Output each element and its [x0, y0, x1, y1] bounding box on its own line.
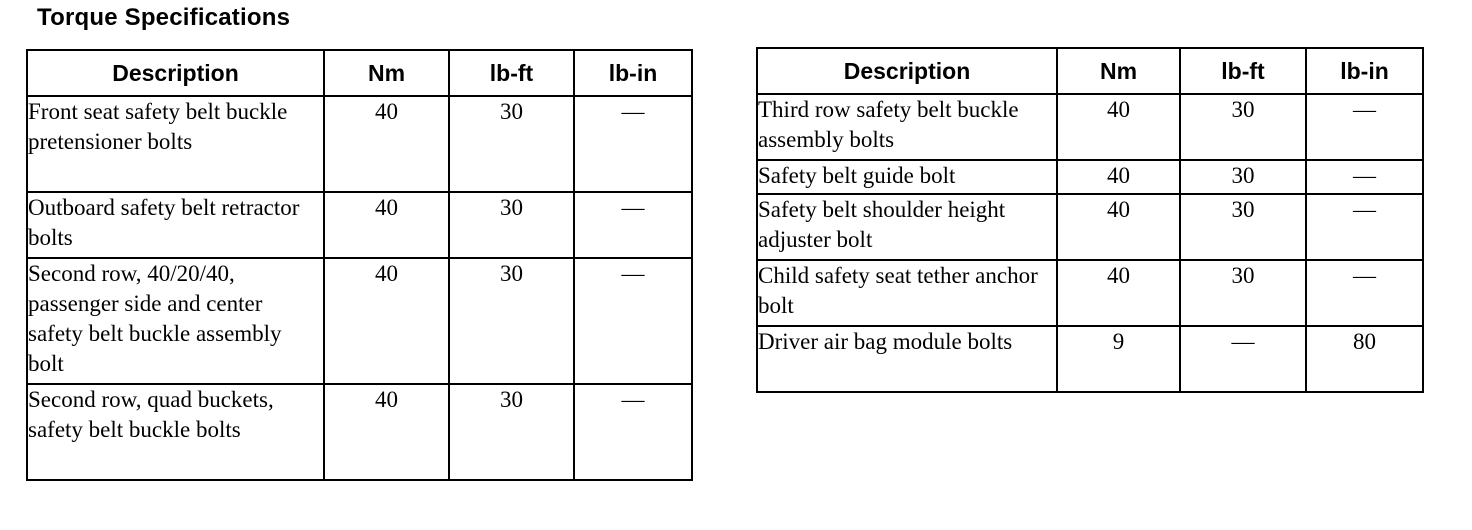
row-nm: 9 [1057, 326, 1180, 392]
torque-table-left [26, 49, 693, 481]
table-row [27, 384, 692, 480]
table-row [757, 94, 1423, 160]
row-description: Third row safety belt buckle assembly bolts [757, 94, 1057, 160]
torque-table-right [756, 47, 1424, 393]
row-nm: 40 [1057, 260, 1180, 326]
row-lbft: — [1180, 326, 1306, 392]
page-title: Torque Specifications [37, 4, 291, 31]
row-lbft: 30 [1180, 260, 1306, 326]
header-lbft: lb-ft [1180, 48, 1306, 94]
row-nm: 40 [324, 192, 449, 258]
row-lbin: — [574, 384, 692, 480]
header-lbin: lb-in [1306, 48, 1423, 94]
row-lbft: 30 [1180, 194, 1306, 260]
row-lbin: — [1306, 260, 1423, 326]
table-row [757, 160, 1423, 194]
header-lbft: lb-ft [449, 50, 574, 96]
table-header-row [757, 48, 1423, 94]
header-lbin: lb-in [574, 50, 692, 96]
header-description: Description [757, 48, 1057, 94]
row-description: Child safety seat tether anchor bolt [757, 260, 1057, 326]
row-description: Safety belt guide bolt [757, 160, 1057, 194]
table-header-row [27, 50, 692, 96]
header-description: Description [27, 50, 324, 96]
table-row [27, 258, 692, 384]
row-lbin: — [574, 96, 692, 192]
row-nm: 40 [324, 384, 449, 480]
header-nm: Nm [1057, 48, 1180, 94]
table-row [757, 326, 1423, 392]
table-row [27, 96, 692, 192]
row-lbin: 80 [1306, 326, 1423, 392]
row-lbin: — [574, 258, 692, 384]
row-description: Front seat safety belt buckle pretensioner bolts [27, 96, 324, 192]
row-lbin: — [1306, 94, 1423, 160]
row-nm: 40 [1057, 160, 1180, 194]
row-description: Second row, 40/20/40, passenger side and center safety belt buckle assembly bolt [27, 258, 324, 384]
row-nm: 40 [324, 96, 449, 192]
table-row [27, 192, 692, 258]
row-nm: 40 [1057, 94, 1180, 160]
row-description: Driver air bag module bolts [757, 326, 1057, 392]
row-lbin: — [1306, 160, 1423, 194]
row-lbin: — [1306, 194, 1423, 260]
row-description: Safety belt shoulder height adjuster bolt [757, 194, 1057, 260]
header-nm: Nm [324, 50, 449, 96]
row-description: Second row, quad buckets, safety belt buckle bolts [27, 384, 324, 480]
row-lbft: 30 [1180, 160, 1306, 194]
row-lbft: 30 [449, 258, 574, 384]
row-lbft: 30 [1180, 94, 1306, 160]
row-description: Outboard safety belt retractor bolts [27, 192, 324, 258]
table-row [757, 260, 1423, 326]
table-row [757, 194, 1423, 260]
row-nm: 40 [324, 258, 449, 384]
row-lbft: 30 [449, 96, 574, 192]
row-lbft: 30 [449, 192, 574, 258]
row-nm: 40 [1057, 194, 1180, 260]
row-lbft: 30 [449, 384, 574, 480]
row-lbin: — [574, 192, 692, 258]
